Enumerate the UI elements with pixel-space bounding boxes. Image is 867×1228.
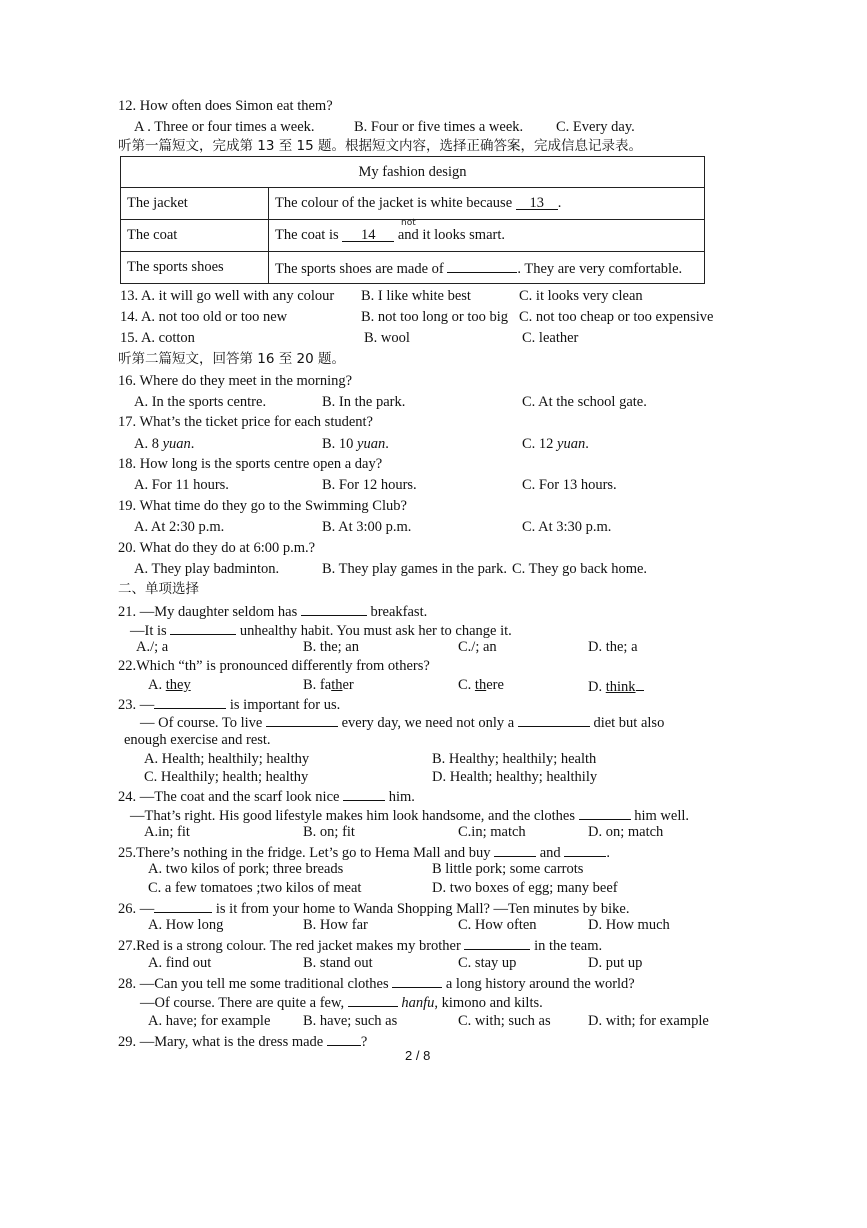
q21-line1 — [118, 601, 427, 621]
answer-blank-13 — [516, 195, 558, 210]
stem-text: 26. — — [118, 901, 155, 917]
q21-line2 — [130, 620, 512, 640]
row-label: The jacket — [121, 188, 269, 220]
stem-text: him. — [388, 789, 415, 805]
answer-blank — [518, 712, 590, 727]
q24-option-d: D. on; match — [588, 824, 664, 840]
stem-italic: hanfu — [401, 995, 435, 1011]
q26-option-c: C. How often — [458, 917, 537, 933]
q23-option-b: B. Healthy; healthily; health — [432, 751, 597, 767]
q12-option-a: A . Three or four times a week. — [134, 119, 315, 135]
row-text-end: . They are very comfortable. — [517, 260, 683, 277]
option-dot: . — [190, 436, 195, 452]
q16-stem: 16. Where do they meet in the morning? — [118, 373, 353, 389]
row-text: The sports shoes are made of — [275, 260, 444, 277]
stem-text: unhealthy habit. You must ask her to change it. — [239, 623, 512, 639]
q14-option-a: 14. A. not too old or too new — [120, 309, 288, 325]
q23-line1 — [118, 694, 340, 714]
option-unit: yuan — [162, 436, 191, 452]
q15-option-b: B. wool — [364, 330, 410, 346]
q13-option-b: B. I like white best — [361, 288, 471, 304]
option-unit: yuan — [357, 436, 386, 452]
q25-line1 — [118, 842, 610, 862]
q25-option-d: D. two boxes of egg; many beef — [432, 880, 618, 896]
blank-number: 14 — [361, 227, 376, 243]
answer-blank — [343, 786, 385, 801]
stem-text: every day, we need not only a — [341, 715, 515, 731]
q19-stem: 19. What time do they go to the Swimming Club? — [118, 498, 407, 514]
q25-option-b: B little pork; some carrots — [432, 861, 584, 877]
answer-blank — [494, 842, 536, 857]
answer-blank — [348, 992, 398, 1007]
q28-option-a: A. have; for example — [148, 1013, 271, 1029]
row-content — [269, 188, 705, 220]
stem-text: ? — [360, 1034, 368, 1050]
q21-option-c: C./; an — [458, 639, 497, 655]
q16-option-c: C. At the school gate. — [522, 394, 647, 410]
option-underlined: th — [474, 677, 487, 693]
page-number: 2 / 8 — [405, 1048, 431, 1063]
stem-text: 21. —My daughter seldom has — [118, 604, 298, 620]
q12-option-b: B. Four or five times a week. — [354, 119, 524, 135]
stem-text: —That’s right. His good lifestyle makes him look handsome, and the clothes — [130, 808, 575, 824]
q20-option-a: A. They play badminton. — [134, 561, 280, 577]
q27-line1 — [118, 935, 602, 955]
row-label: The coat — [121, 220, 269, 252]
q15-option-a: 15. A. cotton — [120, 330, 195, 346]
q17-option-c — [522, 435, 589, 453]
answer-blank — [170, 620, 236, 635]
q22-option-a — [148, 676, 191, 694]
q26-line1 — [118, 898, 629, 918]
table-title: My fashion design — [121, 157, 705, 188]
stem-text: 28. —Can you tell me some traditional clothes — [118, 976, 389, 992]
stem-text: 25.There’s nothing in the fridge. Let’s go to Hema Mall and buy — [118, 845, 491, 861]
q12-option-c: C. Every day. — [556, 119, 635, 135]
q23-option-d: D. Health; healthy; healthily — [432, 769, 598, 785]
option-dot: . — [585, 436, 589, 452]
stem-text: . — [606, 845, 610, 861]
answer-blank — [154, 694, 226, 709]
option-value: A. 8 — [134, 436, 159, 452]
q14-option-c: C. not too cheap or too expensive — [519, 309, 714, 325]
option-letter: D. — [588, 679, 606, 695]
q20-option-c: C. They go back home. — [512, 561, 648, 577]
stem-text: and — [539, 845, 561, 861]
option-value: B. 10 — [322, 436, 354, 452]
table-row — [121, 220, 705, 252]
option-dot: . — [385, 436, 389, 452]
answer-blank — [464, 935, 530, 950]
q27-option-b: B. stand out — [303, 955, 373, 971]
q20-stem: 20. What do they do at 6:00 p.m.? — [118, 540, 316, 556]
q25-option-c: C. a few tomatoes ;two kilos of meat — [148, 880, 362, 896]
option-letter: A. — [148, 677, 166, 693]
q24-line1 — [118, 786, 415, 806]
answer-blank — [301, 601, 367, 616]
q21-option-a: A./; a — [136, 639, 169, 655]
q26-option-b: B. How far — [303, 917, 368, 933]
q13-option-a: 13. A. it will go well with any colour — [120, 288, 335, 304]
option-word: they — [165, 677, 191, 693]
stem-text: him well. — [634, 808, 690, 824]
table-row — [121, 188, 705, 220]
q22-option-b — [303, 676, 354, 694]
q22-option-c — [458, 676, 504, 694]
q22-option-d — [588, 676, 644, 696]
option-text: er — [342, 677, 354, 693]
row-text: The colour of the jacket is white because — [275, 195, 513, 211]
stem-text: 27.Red is a strong colour. The red jacket makes my brother — [118, 938, 461, 954]
q16-option-a: A. In the sports centre. — [134, 394, 267, 410]
answer-blank — [154, 898, 212, 913]
q16-option-b: B. In the park. — [322, 394, 406, 410]
answer-blank — [579, 805, 631, 820]
q20-option-b: B. They play games in the park. — [322, 561, 507, 577]
q18-option-c: C. For 13 hours. — [522, 477, 617, 493]
q24-option-a: A.in; fit — [144, 824, 190, 840]
q18-option-b: B. For 12 hours. — [322, 477, 417, 493]
stem-text: 29. —Mary, what is the dress made — [118, 1034, 324, 1050]
stem-text: a long history around the world? — [445, 976, 635, 992]
table-row — [121, 252, 705, 284]
q23-line2 — [140, 712, 664, 732]
stem-text: —It is — [130, 623, 167, 639]
q14-option-b: B. not too long or too big — [361, 309, 509, 325]
q23-line3: enough exercise and rest. — [124, 732, 271, 748]
option-value: C. 12 — [522, 436, 554, 452]
option-text: B. fa — [303, 677, 332, 693]
q24-option-c: C.in; match — [458, 824, 526, 840]
q17-option-a — [134, 435, 194, 453]
handwritten-note: not — [401, 218, 416, 228]
row-content — [269, 220, 705, 252]
q25-option-a: A. two kilos of pork; three breads — [148, 861, 344, 877]
q29-line1 — [118, 1031, 367, 1051]
stem-text: diet but also — [593, 715, 665, 731]
section-passage2-instruction: 听第二篇短文，回答第 16 至 20 题。 — [118, 351, 346, 367]
option-underlined: th — [331, 677, 343, 693]
q21-option-d: D. the; a — [588, 639, 638, 655]
stem-text: , kimono and kilts. — [434, 995, 543, 1011]
stem-text: is important for us. — [229, 697, 341, 713]
section-passage1-instruction: 听第一篇短文，完成第 13 至 15 题。根据短文内容，选择正确答案，完成信息记录表。 — [118, 138, 643, 154]
q28-option-d: D. with; for example — [588, 1013, 709, 1029]
stem-text: breakfast. — [370, 604, 428, 620]
q12-stem: 12. How often does Simon eat them? — [118, 98, 333, 114]
q26-option-d: D. How much — [588, 917, 670, 933]
answer-blank-14 — [342, 227, 394, 242]
row-text-end: . — [557, 195, 562, 211]
q23-option-a: A. Health; healthily; healthy — [144, 751, 310, 767]
q19-option-a: A. At 2:30 p.m. — [134, 519, 225, 535]
option-word: think — [605, 679, 636, 695]
row-text-end: and it looks smart. — [397, 227, 506, 243]
q17-stem: 17. What’s the ticket price for each student? — [118, 414, 373, 430]
q28-option-c: C. with; such as — [458, 1013, 551, 1029]
q26-option-a: A. How long — [148, 917, 224, 933]
q24-line2 — [130, 805, 689, 825]
option-unit: yuan — [557, 436, 586, 452]
q27-option-a: A. find out — [148, 955, 212, 971]
stem-text: is it from your home to Wanda Shopping Mall? —Ten minutes by bike. — [215, 901, 630, 917]
stem-text: in the team. — [534, 938, 603, 954]
q24-option-b: B. on; fit — [303, 824, 355, 840]
fashion-design-table — [120, 156, 705, 284]
q27-option-c: C. stay up — [458, 955, 517, 971]
q23-option-c: C. Healthily; health; healthy — [144, 769, 309, 785]
stem-text: — Of course. To live — [140, 715, 263, 731]
answer-blank — [564, 842, 606, 857]
answer-blank-15 — [447, 258, 517, 273]
q17-option-b — [322, 435, 389, 453]
q18-stem: 18. How long is the sports centre open a day? — [118, 456, 383, 472]
blank-number: 13 — [529, 195, 545, 211]
row-label: The sports shoes — [121, 252, 269, 284]
q27-option-d: D. put up — [588, 955, 643, 971]
option-text: ere — [486, 677, 504, 693]
q18-option-a: A. For 11 hours. — [134, 477, 229, 493]
q19-option-c: C. At 3:30 p.m. — [522, 519, 612, 535]
row-text: The coat is — [275, 227, 339, 243]
q19-option-b: B. At 3:00 p.m. — [322, 519, 412, 535]
stem-text: 23. — — [118, 697, 155, 713]
underline-tail — [636, 676, 644, 691]
q13-option-c: C. it looks very clean — [519, 288, 643, 304]
q15-option-c: C. leather — [522, 330, 579, 346]
q28-line1 — [118, 973, 635, 993]
stem-text: —Of course. There are quite a few, — [140, 995, 345, 1011]
q22-stem: 22.Which “th” is pronounced differently from others? — [118, 658, 430, 674]
stem-text: 24. —The coat and the scarf look nice — [118, 789, 340, 805]
q21-option-b: B. the; an — [303, 639, 359, 655]
row-content — [269, 252, 705, 284]
q28-option-b: B. have; such as — [303, 1013, 398, 1029]
answer-blank — [392, 973, 442, 988]
q28-line2 — [140, 992, 543, 1012]
option-text: C. — [458, 677, 475, 693]
answer-blank — [266, 712, 338, 727]
answer-blank — [327, 1031, 361, 1046]
section-multiple-choice: 二、单项选择 — [118, 581, 199, 597]
